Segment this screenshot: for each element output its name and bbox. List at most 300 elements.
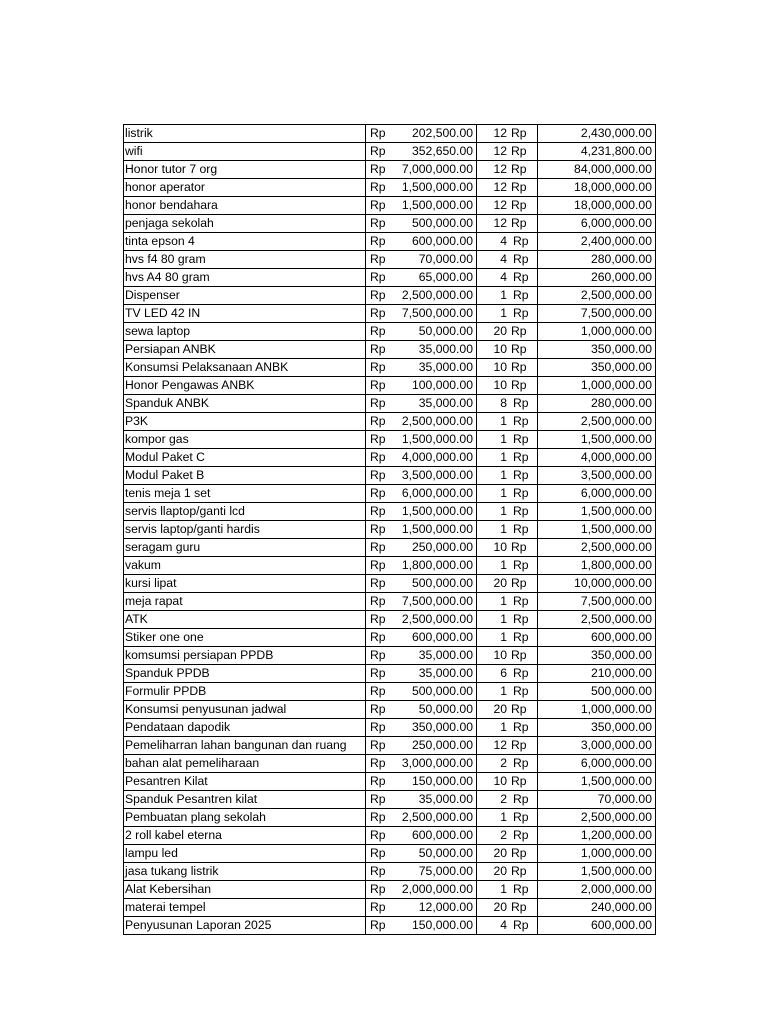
item-name-cell[interactable]	[124, 449, 366, 467]
quantity-cell[interactable]	[477, 755, 538, 773]
quantity-value: 12	[493, 126, 507, 140]
unit-price-currency: Rp	[370, 450, 386, 464]
total-cell[interactable]	[538, 647, 656, 665]
total-value: 2,500,000.00	[580, 612, 652, 626]
total-cell[interactable]	[538, 197, 656, 215]
quantity-value: 4	[500, 234, 507, 248]
item-name-cell[interactable]	[124, 467, 366, 485]
table-row	[124, 773, 656, 791]
total-cell[interactable]	[538, 755, 656, 773]
quantity-cell[interactable]	[477, 665, 538, 683]
unit-price-cell[interactable]	[366, 287, 477, 305]
unit-price-cell[interactable]	[366, 485, 477, 503]
total-value: 4,231,800.00	[580, 144, 652, 158]
total-value: 4,000,000.00	[580, 450, 652, 464]
unit-price-cell[interactable]	[366, 413, 477, 431]
total-currency: Rp	[511, 540, 527, 554]
item-name-cell[interactable]	[124, 629, 366, 647]
unit-price-cell[interactable]	[366, 467, 477, 485]
total-cell[interactable]	[538, 539, 656, 557]
total-cell[interactable]	[538, 899, 656, 917]
total-cell[interactable]	[538, 917, 656, 935]
total-cell[interactable]	[538, 557, 656, 575]
total-value: 1,500,000.00	[580, 522, 652, 536]
total-currency: Rp	[513, 414, 529, 428]
total-cell[interactable]	[538, 341, 656, 359]
total-currency: Rp	[511, 774, 527, 788]
unit-price-cell[interactable]	[366, 719, 477, 737]
unit-price-currency: Rp	[370, 666, 386, 680]
quantity-value: 8	[500, 396, 507, 410]
quantity-cell[interactable]	[477, 539, 538, 557]
quantity-cell[interactable]	[477, 791, 538, 809]
quantity-cell[interactable]	[477, 917, 538, 935]
quantity-cell[interactable]	[477, 485, 538, 503]
unit-price-cell[interactable]	[366, 647, 477, 665]
item-name-cell[interactable]	[124, 647, 366, 665]
item-name-cell[interactable]	[124, 881, 366, 899]
total-cell[interactable]	[538, 431, 656, 449]
total-currency: Rp	[513, 270, 529, 284]
item-name: Penyusunan Laporan 2025	[125, 918, 272, 932]
quantity-value: 12	[493, 162, 507, 176]
budget-table	[123, 124, 656, 935]
table-row	[124, 827, 656, 845]
unit-price-cell[interactable]	[366, 863, 477, 881]
item-name-cell[interactable]	[124, 521, 366, 539]
item-name: jasa tukang listrik	[125, 864, 219, 878]
quantity-cell[interactable]	[477, 809, 538, 827]
unit-price-value: 600,000.00	[412, 234, 473, 248]
quantity-cell[interactable]	[477, 197, 538, 215]
quantity-cell[interactable]	[477, 881, 538, 899]
total-cell[interactable]	[538, 413, 656, 431]
table-row	[124, 647, 656, 665]
total-currency: Rp	[513, 792, 529, 806]
quantity-cell[interactable]	[477, 827, 538, 845]
quantity-value: 4	[500, 252, 507, 266]
item-name: kursi lipat	[125, 576, 177, 590]
total-cell[interactable]	[538, 323, 656, 341]
item-name: Modul Paket B	[125, 468, 205, 482]
item-name: tenis meja 1 set	[125, 486, 211, 500]
total-currency: Rp	[513, 720, 529, 734]
unit-price-cell[interactable]	[366, 449, 477, 467]
total-cell[interactable]	[538, 611, 656, 629]
quantity-cell[interactable]	[477, 683, 538, 701]
unit-price-cell[interactable]	[366, 305, 477, 323]
total-cell[interactable]	[538, 701, 656, 719]
table-row	[124, 359, 656, 377]
table-row	[124, 287, 656, 305]
total-value: 6,000,000.00	[580, 756, 652, 770]
item-name-cell[interactable]	[124, 575, 366, 593]
unit-price-cell[interactable]	[366, 557, 477, 575]
quantity-cell[interactable]	[477, 395, 538, 413]
total-cell[interactable]	[538, 467, 656, 485]
quantity-cell[interactable]	[477, 701, 538, 719]
unit-price-cell[interactable]	[366, 323, 477, 341]
quantity-cell[interactable]	[477, 647, 538, 665]
quantity-cell[interactable]	[477, 251, 538, 269]
item-name: Spanduk ANBK	[125, 396, 210, 410]
unit-price-value: 6,000,000.00	[401, 486, 473, 500]
table-row	[124, 845, 656, 863]
total-value: 3,000,000.00	[580, 738, 652, 752]
unit-price-cell[interactable]	[366, 701, 477, 719]
unit-price-value: 600,000.00	[412, 828, 473, 842]
total-value: 3,500,000.00	[580, 468, 652, 482]
unit-price-currency: Rp	[370, 324, 386, 338]
unit-price-currency: Rp	[370, 900, 386, 914]
item-name-cell[interactable]	[124, 755, 366, 773]
total-cell[interactable]	[538, 485, 656, 503]
item-name: materai tempel	[125, 900, 206, 914]
total-cell[interactable]	[538, 575, 656, 593]
table-row	[124, 737, 656, 755]
item-name-cell[interactable]	[124, 845, 366, 863]
total-cell[interactable]	[538, 629, 656, 647]
unit-price-value: 35,000.00	[418, 342, 473, 356]
quantity-cell[interactable]	[477, 215, 538, 233]
quantity-cell[interactable]	[477, 431, 538, 449]
total-currency: Rp	[513, 432, 529, 446]
quantity-cell[interactable]	[477, 125, 538, 143]
unit-price-cell[interactable]	[366, 917, 477, 935]
item-name-cell[interactable]	[124, 773, 366, 791]
quantity-cell[interactable]	[477, 719, 538, 737]
quantity-cell[interactable]	[477, 341, 538, 359]
total-cell[interactable]	[538, 395, 656, 413]
quantity-cell[interactable]	[477, 521, 538, 539]
unit-price-cell[interactable]	[366, 683, 477, 701]
unit-price-cell[interactable]	[366, 395, 477, 413]
total-currency: Rp	[513, 396, 529, 410]
item-name-cell[interactable]	[124, 503, 366, 521]
total-value: 350,000.00	[591, 720, 652, 734]
item-name-cell[interactable]	[124, 557, 366, 575]
quantity-cell[interactable]	[477, 629, 538, 647]
unit-price-cell[interactable]	[366, 611, 477, 629]
unit-price-value: 7,000,000.00	[401, 162, 473, 176]
total-cell[interactable]	[538, 215, 656, 233]
unit-price-cell[interactable]	[366, 125, 477, 143]
item-name: Formulir PPDB	[125, 684, 207, 698]
quantity-cell[interactable]	[477, 611, 538, 629]
quantity-cell[interactable]	[477, 845, 538, 863]
unit-price-cell[interactable]	[366, 377, 477, 395]
quantity-cell[interactable]	[477, 899, 538, 917]
total-currency: Rp	[513, 810, 529, 824]
quantity-cell[interactable]	[477, 233, 538, 251]
item-name: hvs f4 80 gram	[125, 252, 206, 266]
unit-price-cell[interactable]	[366, 161, 477, 179]
unit-price-currency: Rp	[370, 522, 386, 536]
table-row	[124, 125, 656, 143]
item-name-cell[interactable]	[124, 917, 366, 935]
unit-price-cell[interactable]	[366, 791, 477, 809]
total-cell[interactable]	[538, 161, 656, 179]
item-name: Persiapan ANBK	[125, 342, 216, 356]
item-name-cell[interactable]	[124, 377, 366, 395]
total-cell[interactable]	[538, 845, 656, 863]
unit-price-currency: Rp	[370, 396, 386, 410]
total-cell[interactable]	[538, 305, 656, 323]
item-name: bahan alat pemeliharaan	[125, 756, 260, 770]
total-currency: Rp	[513, 306, 529, 320]
item-name-cell[interactable]	[124, 215, 366, 233]
unit-price-value: 500,000.00	[412, 576, 473, 590]
quantity-cell[interactable]	[477, 557, 538, 575]
unit-price-cell[interactable]	[366, 539, 477, 557]
unit-price-cell[interactable]	[366, 845, 477, 863]
item-name-cell[interactable]	[124, 287, 366, 305]
table-row	[124, 719, 656, 737]
table-row	[124, 557, 656, 575]
unit-price-currency: Rp	[370, 306, 386, 320]
unit-price-cell[interactable]	[366, 215, 477, 233]
quantity-cell[interactable]	[477, 467, 538, 485]
item-name: servis llaptop/ganti lcd	[125, 504, 245, 518]
total-value: 7,500,000.00	[580, 306, 652, 320]
total-cell[interactable]	[538, 179, 656, 197]
unit-price-cell[interactable]	[366, 755, 477, 773]
total-cell[interactable]	[538, 881, 656, 899]
unit-price-currency: Rp	[370, 288, 386, 302]
quantity-cell[interactable]	[477, 593, 538, 611]
item-name-cell[interactable]	[124, 161, 366, 179]
total-cell[interactable]	[538, 665, 656, 683]
unit-price-value: 2,000,000.00	[401, 882, 473, 896]
total-cell[interactable]	[538, 287, 656, 305]
quantity-value: 1	[500, 414, 507, 428]
item-name-cell[interactable]	[124, 899, 366, 917]
item-name-cell[interactable]	[124, 539, 366, 557]
item-name-cell[interactable]	[124, 395, 366, 413]
table-row	[124, 215, 656, 233]
item-name-cell[interactable]	[124, 197, 366, 215]
item-name: Pembuatan plang sekolah	[125, 810, 266, 824]
unit-price-currency: Rp	[370, 702, 386, 716]
unit-price-value: 202,500.00	[412, 126, 473, 140]
unit-price-value: 150,000.00	[412, 774, 473, 788]
item-name-cell[interactable]	[124, 143, 366, 161]
item-name-cell[interactable]	[124, 683, 366, 701]
total-cell[interactable]	[538, 125, 656, 143]
table-row	[124, 701, 656, 719]
total-currency: Rp	[513, 288, 529, 302]
total-value: 350,000.00	[591, 648, 652, 662]
quantity-cell[interactable]	[477, 773, 538, 791]
total-cell[interactable]	[538, 233, 656, 251]
table-row	[124, 449, 656, 467]
unit-price-cell[interactable]	[366, 359, 477, 377]
total-cell[interactable]	[538, 251, 656, 269]
item-name-cell[interactable]	[124, 863, 366, 881]
unit-price-value: 2,500,000.00	[401, 810, 473, 824]
total-value: 350,000.00	[591, 342, 652, 356]
unit-price-cell[interactable]	[366, 881, 477, 899]
item-name: tinta epson 4	[125, 234, 195, 248]
table-row	[124, 467, 656, 485]
unit-price-cell[interactable]	[366, 143, 477, 161]
item-name-cell[interactable]	[124, 485, 366, 503]
item-name-cell[interactable]	[124, 611, 366, 629]
unit-price-value: 250,000.00	[412, 540, 473, 554]
total-cell[interactable]	[538, 719, 656, 737]
item-name-cell[interactable]	[124, 305, 366, 323]
item-name: wifi	[125, 144, 143, 158]
total-value: 18,000,000.00	[574, 198, 652, 212]
quantity-value: 4	[500, 270, 507, 284]
table-row	[124, 593, 656, 611]
item-name: P3K	[125, 414, 149, 428]
quantity-cell[interactable]	[477, 269, 538, 287]
item-name-cell[interactable]	[124, 251, 366, 269]
unit-price-cell[interactable]	[366, 197, 477, 215]
item-name-cell[interactable]	[124, 233, 366, 251]
unit-price-cell[interactable]	[366, 431, 477, 449]
item-name-cell[interactable]	[124, 701, 366, 719]
unit-price-currency: Rp	[370, 810, 386, 824]
total-value: 10,000,000.00	[574, 576, 652, 590]
item-name-cell[interactable]	[124, 323, 366, 341]
total-value: 1,500,000.00	[580, 432, 652, 446]
unit-price-cell[interactable]	[366, 629, 477, 647]
unit-price-currency: Rp	[370, 828, 386, 842]
quantity-value: 1	[500, 504, 507, 518]
total-cell[interactable]	[538, 593, 656, 611]
total-currency: Rp	[511, 216, 527, 230]
unit-price-cell[interactable]	[366, 269, 477, 287]
quantity-value: 1	[500, 306, 507, 320]
total-cell[interactable]	[538, 683, 656, 701]
quantity-cell[interactable]	[477, 161, 538, 179]
total-currency: Rp	[511, 144, 527, 158]
total-cell[interactable]	[538, 521, 656, 539]
quantity-cell[interactable]	[477, 377, 538, 395]
total-cell[interactable]	[538, 269, 656, 287]
unit-price-cell[interactable]	[366, 665, 477, 683]
quantity-value: 2	[500, 756, 507, 770]
item-name-cell[interactable]	[124, 359, 366, 377]
item-name-cell[interactable]	[124, 593, 366, 611]
unit-price-value: 35,000.00	[418, 396, 473, 410]
unit-price-value: 35,000.00	[418, 360, 473, 374]
quantity-value: 1	[500, 288, 507, 302]
table-row	[124, 665, 656, 683]
unit-price-cell[interactable]	[366, 575, 477, 593]
total-value: 1,800,000.00	[580, 558, 652, 572]
quantity-cell[interactable]	[477, 449, 538, 467]
unit-price-cell[interactable]	[366, 809, 477, 827]
table-row	[124, 683, 656, 701]
item-name-cell[interactable]	[124, 413, 366, 431]
total-cell[interactable]	[538, 863, 656, 881]
unit-price-currency: Rp	[370, 216, 386, 230]
quantity-value: 1	[500, 720, 507, 734]
total-value: 2,000,000.00	[580, 882, 652, 896]
table-row	[124, 233, 656, 251]
total-cell[interactable]	[538, 809, 656, 827]
unit-price-cell[interactable]	[366, 233, 477, 251]
unit-price-currency: Rp	[370, 126, 386, 140]
total-cell[interactable]	[538, 449, 656, 467]
quantity-value: 20	[493, 702, 507, 716]
total-cell[interactable]	[538, 503, 656, 521]
quantity-cell[interactable]	[477, 287, 538, 305]
unit-price-cell[interactable]	[366, 737, 477, 755]
quantity-cell[interactable]	[477, 737, 538, 755]
item-name: vakum	[125, 558, 161, 572]
total-cell[interactable]	[538, 143, 656, 161]
item-name-cell[interactable]	[124, 791, 366, 809]
total-cell[interactable]	[538, 377, 656, 395]
item-name-cell[interactable]	[124, 179, 366, 197]
unit-price-cell[interactable]	[366, 899, 477, 917]
total-value: 7,500,000.00	[580, 594, 652, 608]
quantity-cell[interactable]	[477, 305, 538, 323]
quantity-value: 10	[493, 378, 507, 392]
unit-price-cell[interactable]	[366, 251, 477, 269]
unit-price-cell[interactable]	[366, 773, 477, 791]
total-currency: Rp	[511, 126, 527, 140]
quantity-cell[interactable]	[477, 413, 538, 431]
total-cell[interactable]	[538, 359, 656, 377]
table-row	[124, 251, 656, 269]
unit-price-cell[interactable]	[366, 593, 477, 611]
item-name-cell[interactable]	[124, 665, 366, 683]
total-cell[interactable]	[538, 827, 656, 845]
unit-price-value: 35,000.00	[418, 648, 473, 662]
unit-price-cell[interactable]	[366, 827, 477, 845]
unit-price-cell[interactable]	[366, 521, 477, 539]
item-name-cell[interactable]	[124, 125, 366, 143]
total-currency: Rp	[513, 450, 529, 464]
unit-price-cell[interactable]	[366, 341, 477, 359]
item-name-cell[interactable]	[124, 827, 366, 845]
quantity-value: 10	[493, 648, 507, 662]
quantity-cell[interactable]	[477, 143, 538, 161]
item-name-cell[interactable]	[124, 431, 366, 449]
item-name: Honor Pengawas ANBK	[125, 378, 255, 392]
quantity-cell[interactable]	[477, 179, 538, 197]
quantity-cell[interactable]	[477, 863, 538, 881]
quantity-cell[interactable]	[477, 359, 538, 377]
item-name-cell[interactable]	[124, 341, 366, 359]
total-currency: Rp	[513, 630, 529, 644]
unit-price-cell[interactable]	[366, 503, 477, 521]
total-cell[interactable]	[538, 773, 656, 791]
total-currency: Rp	[511, 198, 527, 212]
table-row	[124, 143, 656, 161]
unit-price-cell[interactable]	[366, 179, 477, 197]
item-name: TV LED 42 IN	[125, 306, 201, 320]
quantity-cell[interactable]	[477, 503, 538, 521]
unit-price-currency: Rp	[370, 342, 386, 356]
quantity-cell[interactable]	[477, 575, 538, 593]
quantity-cell[interactable]	[477, 323, 538, 341]
total-cell[interactable]	[538, 737, 656, 755]
item-name-cell[interactable]	[124, 719, 366, 737]
table-row	[124, 269, 656, 287]
table-row	[124, 305, 656, 323]
item-name-cell[interactable]	[124, 269, 366, 287]
item-name-cell[interactable]	[124, 737, 366, 755]
total-cell[interactable]	[538, 791, 656, 809]
total-currency: Rp	[511, 864, 527, 878]
item-name-cell[interactable]	[124, 809, 366, 827]
